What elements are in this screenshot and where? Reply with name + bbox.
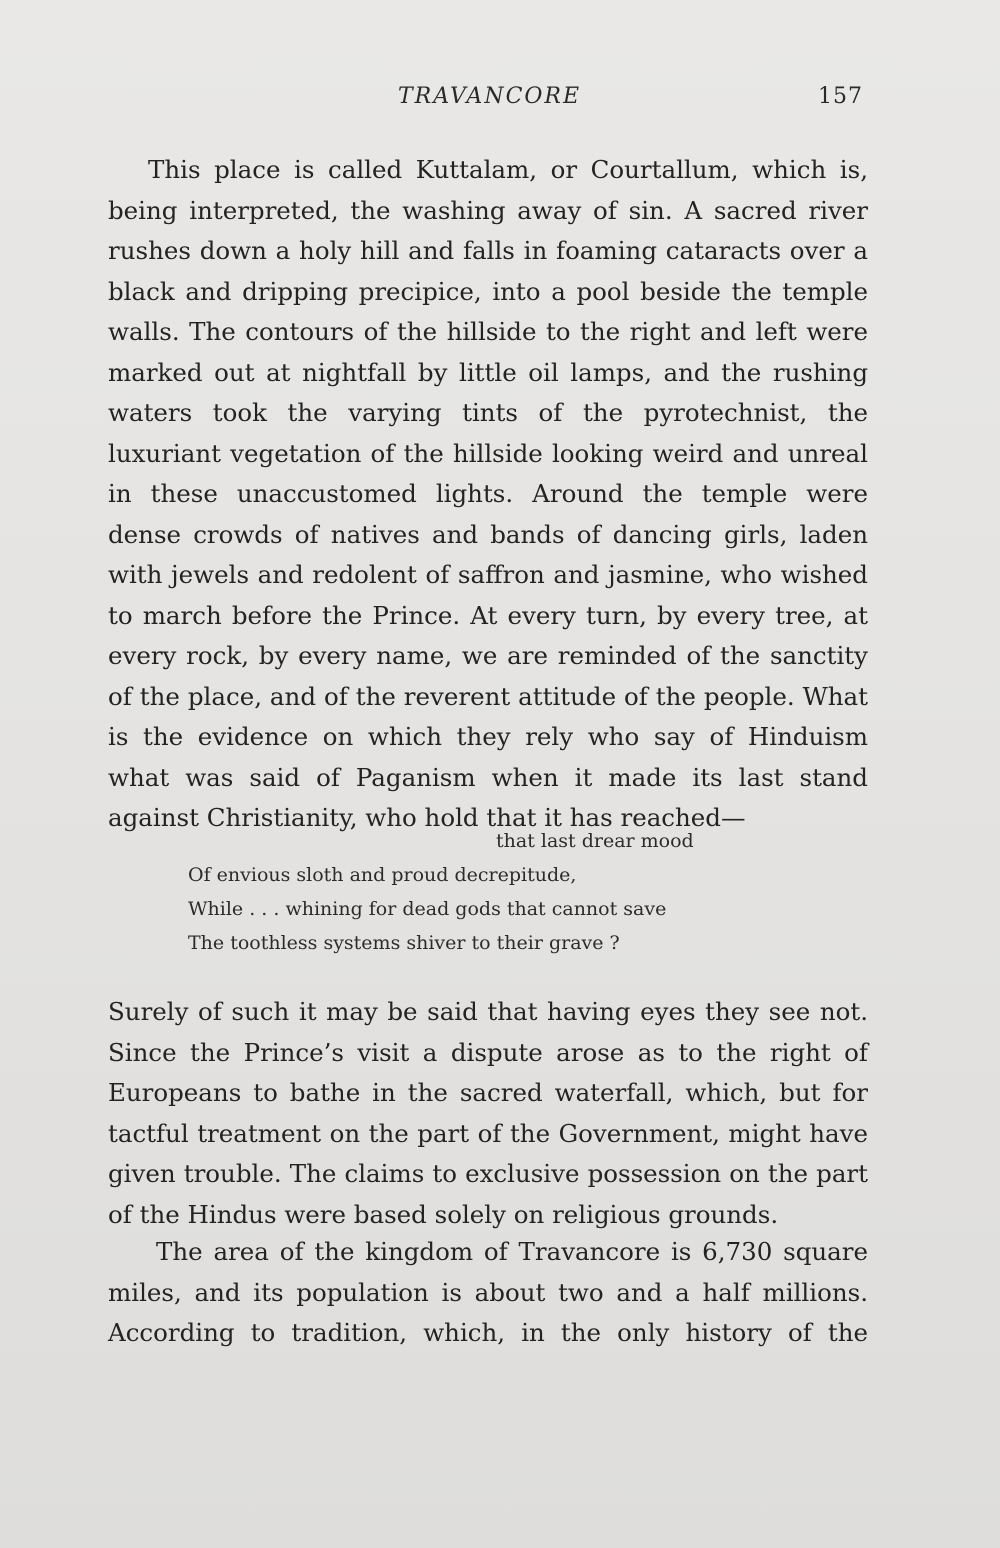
page-number: 157	[818, 84, 863, 109]
body-paragraph-2: Surely of such it may be said that having eyes they see not. Since the Prince’s visit a dispute arose as to the right of Europeans to bathe in the sacred waterfall, which, but for tactful treatment on the part of the Government, might have given trouble. The claims to exclusive possession on the part of the Hindus were based solely on religious grounds.	[108, 997, 868, 1229]
running-head	[0, 84, 1000, 118]
verse-line-3: While . . . whining for dead gods that cannot save	[188, 898, 667, 920]
body-paragraph-3: The area of the kingdom of Travancore is 6,730 square miles, and its population is about two and a half millions. According to tradition, which, in the only history of the	[108, 1237, 868, 1347]
verse-line-4: The toothless systems shiver to their grave ?	[188, 932, 620, 954]
verse-line-1: that last drear mood	[496, 830, 694, 852]
body-paragraph-1: This place is called Kuttalam, or Courtallum, which is, being interpreted, the washing away of sin. A sacred river rushes down a holy hill and falls in foaming cataracts over a black and dripping precipice, into a pool beside the temple walls. The contours of the hillside to the right and left were marked out at nightfall by little oil lamps, and the rushing waters took the varying tints of the pyrotechnist, the luxuriant vegetation of the hillside looking weird and unreal in these unaccustomed lights. Around the temple were dense crowds of natives and bands of dancing girls, laden with jewels and redolent of saffron and jasmine, who wished to march before the Prince. At every turn, by every tree, at every rock, by every name, we are reminded of the sanctity of the place, and of the reverent attitude of the people. What is the evidence on which they rely who say of Hinduism what was said of Paganism when it made its last stand against Christianity, who hold that it has reached—	[108, 155, 868, 832]
verse-line-2: Of envious sloth and proud decrepitude,	[188, 864, 577, 886]
verse-quotation	[188, 824, 828, 960]
running-title: TRAVANCORE	[398, 84, 582, 109]
